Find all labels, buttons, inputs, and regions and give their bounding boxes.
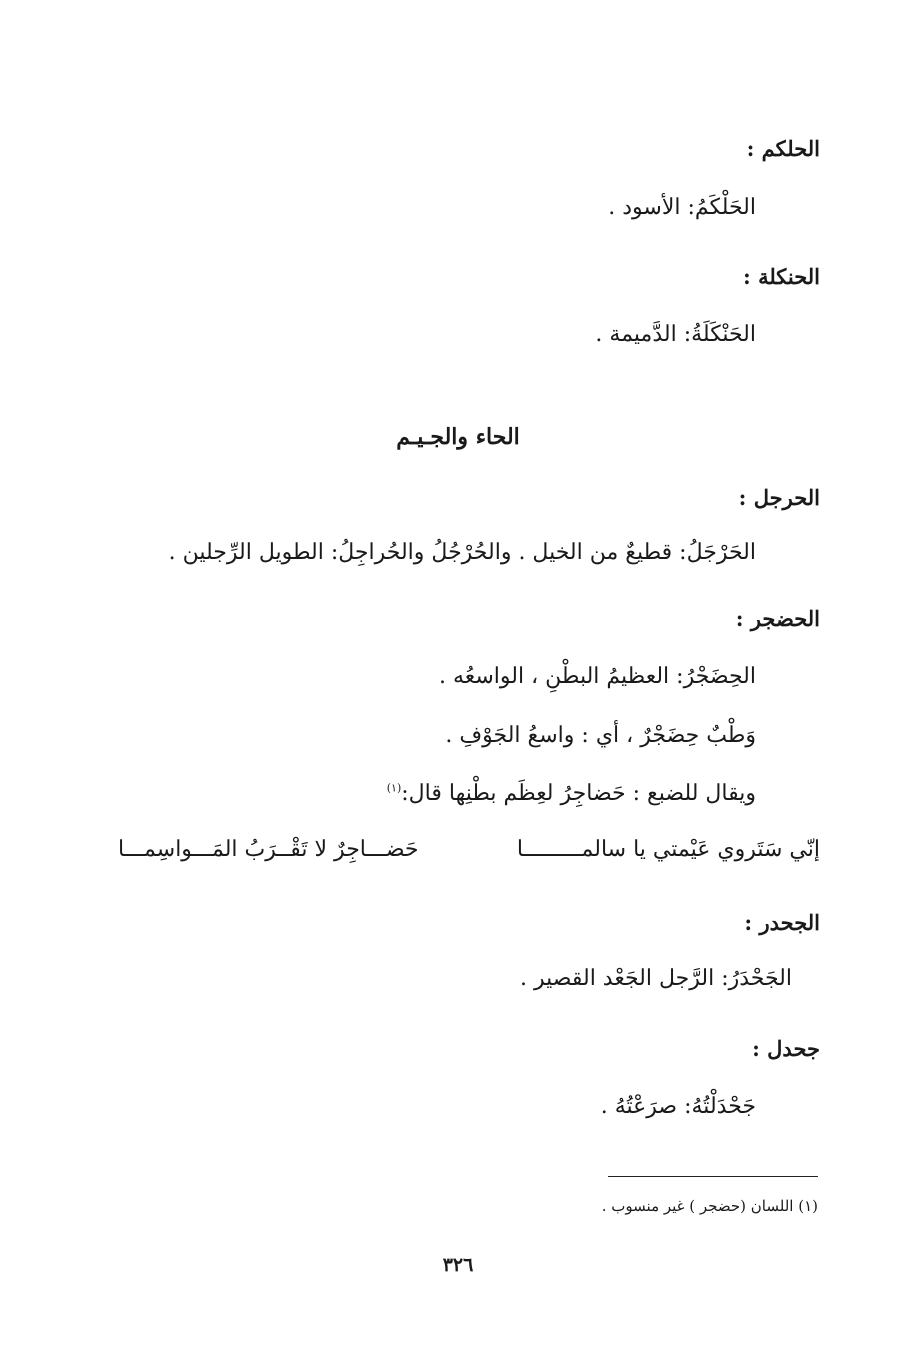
definition-hankala: الحَنْكَلَةُ: الدَّميمة . xyxy=(595,322,756,347)
definition-hadjar-1: الحِضَجْرُ: العظيمُ البطْنِ ، الواسعُه . xyxy=(438,664,756,689)
poetry-verse xyxy=(118,837,820,862)
definition-jahdar: الجَحْدَرُ: الرَّجل الجَعْد القصير . xyxy=(520,966,792,991)
footnote-marker: (١) xyxy=(386,781,402,795)
footnote-divider xyxy=(608,1176,818,1177)
verse-hemistich-2: حَضـــاجِرٌ لا تَقْــرَبُ المَـــواسِمـــا xyxy=(118,837,419,862)
headword-jahdar: الجحدر : xyxy=(744,910,820,935)
footnote: (١) اللسان (حضجر ) غير منسوب . xyxy=(601,1197,818,1215)
definition-hadjar-2: وَطْبٌ حِضَجْرٌ ، أي : واسعُ الجَوْفِ . xyxy=(445,723,756,748)
definition-jahdal: جَحْدَلْتُهُ: صرَعْتُهُ . xyxy=(600,1094,756,1119)
headword-jahdal: جحدل : xyxy=(752,1036,820,1061)
verse-hemistich-1: إنّي سَتَروي عَيْمتي يا سالمـــــــــا xyxy=(516,837,820,862)
headword-halkam: الحلكم : xyxy=(746,136,820,161)
definition-harjal: الحَرْجَلُ: قطيعٌ من الخيل . والحُرْجُلُ والحُراجِلُ: الطويل الرِّجلين . xyxy=(168,540,756,565)
section-title: الحاء والجـيـم xyxy=(396,424,520,450)
definition-hadjar-3-text: ويقال للضبع : حَضاجِرُ لعِظَم بطْنِها قال: xyxy=(401,781,756,806)
headword-harjal: الحرجل : xyxy=(738,485,820,510)
headword-hankala: الحنكلة : xyxy=(743,264,820,289)
definition-hadjar-3 xyxy=(387,781,756,806)
definition-halkam: الحَلْكَمُ: الأسود . xyxy=(608,195,756,220)
page-number: ٣٢٦ xyxy=(442,1254,474,1276)
headword-hadjar: الحضجر : xyxy=(735,606,820,631)
